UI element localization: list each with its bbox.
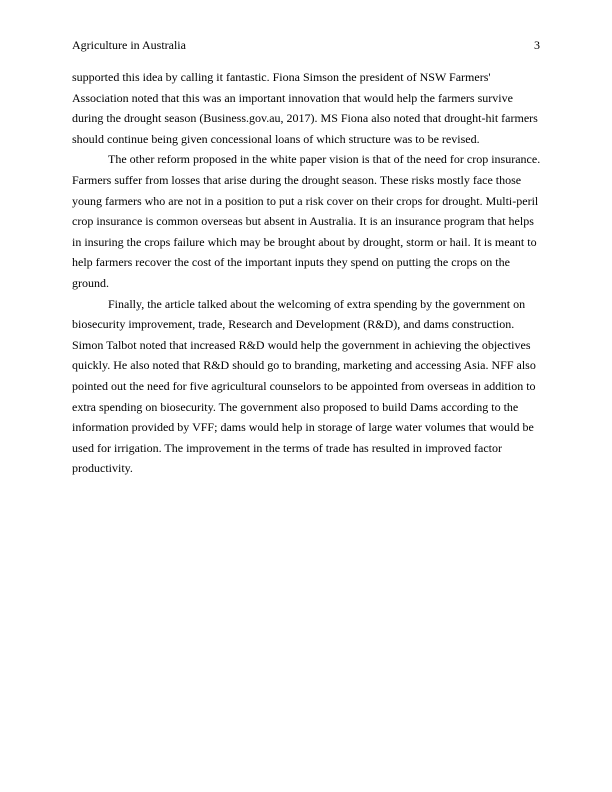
paragraph-crop-insurance: The other reform proposed in the white paper vision is that of the need for crop insurance. Farmers suffer from losses that arise during the drought season. These risks mostly face those young farmers who are not in a position to put a risk cover on their crops for drought. Multi-peril crop insurance is common overseas but absent in Australia. It is an insurance program that helps in insuring the crops failure which may be brought about by drought, storm or hail. It is meant to help farmers recover the cost of the important inputs they spend on putting the crops on the ground. bbox=[72, 152, 541, 290]
paragraph-continued: supported this idea by calling it fantastic. Fiona Simson the president of NSW Farmers' Association noted that this was an important innovation that would help the farmers survive during the drought season (Business.gov.au, 2017). MS Fiona also noted that drought-hit farmers should continue being given concessional loans of which structure was to be revised. bbox=[72, 70, 538, 146]
body-text bbox=[72, 67, 541, 479]
running-head-title: Agriculture in Australia bbox=[72, 38, 186, 52]
page-header bbox=[72, 36, 540, 54]
page-number: 3 bbox=[534, 38, 540, 52]
paragraph-extra-spending: Finally, the article talked about the welcoming of extra spending by the government on biosecurity improvement, trade, Research and Development (R&D), and dams construction. Simon Talbot noted that increased R&D would help the government in achieving the objectives quickly. He also noted that R&D should go to branding, marketing and accessing Asia. NFF also pointed out the need for five agricultural counselors to be appointed from overseas in addition to extra spending on biosecurity. The government also proposed to build Dams according to the information provided by VFF; dams would help in storage of large water volumes that would be used for irrigation. The improvement in the terms of trade has resulted in improved factor productivity. bbox=[72, 296, 536, 476]
